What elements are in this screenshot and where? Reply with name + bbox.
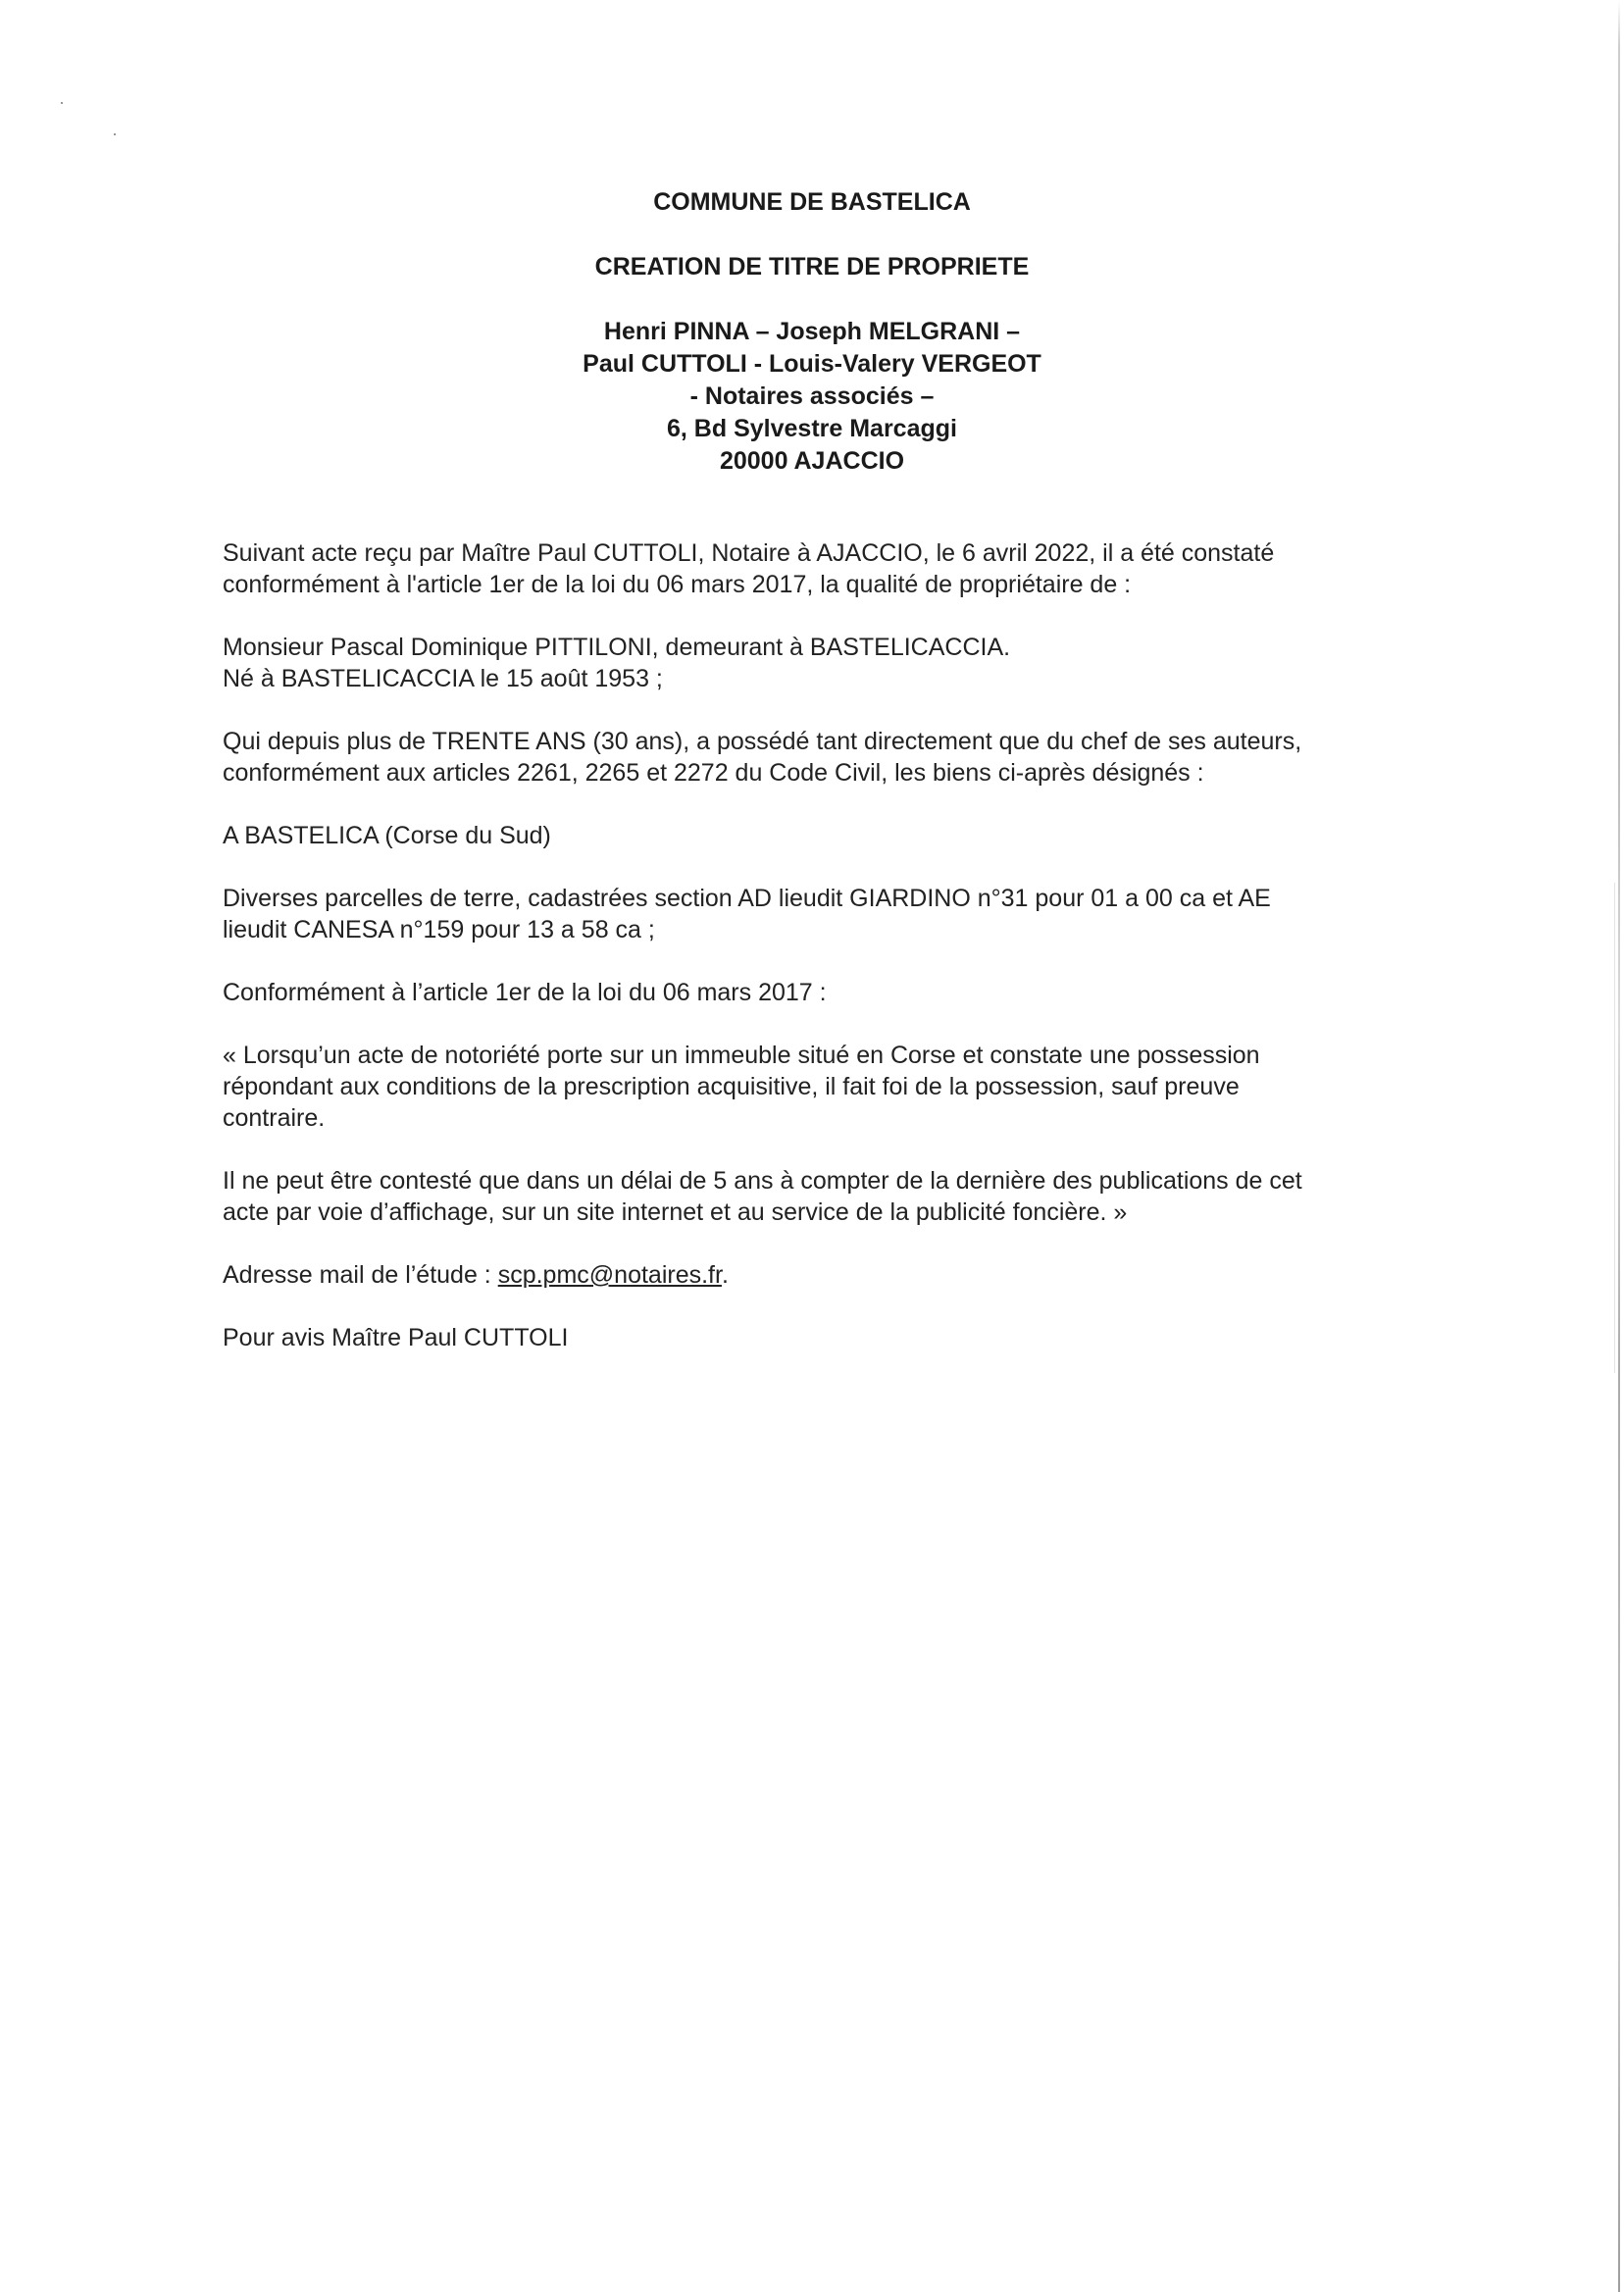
document-title: CREATION DE TITRE DE PROPRIETE <box>594 253 1030 280</box>
paragraph-owner <box>223 632 1458 694</box>
paragraph-line: acte par voie d’affichage, sur un site internet et au service de la publicité foncière. » <box>223 1198 1128 1226</box>
address-line: 6, Bd Sylvestre Marcaggi <box>667 415 957 442</box>
paragraph-contest <box>223 1165 1458 1228</box>
notaries-line: Paul CUTTOLI - Louis-Valery VERGEOT <box>583 350 1041 378</box>
paragraph-line: conformément aux articles 2261, 2265 et 2272 du Code Civil, les biens ci-après désignés : <box>223 759 1204 787</box>
address-line: 20000 AJACCIO <box>719 447 905 475</box>
signature-line <box>223 1322 1458 1353</box>
paragraph-line: Qui depuis plus de TRENTE ANS (30 ans), a possédé tant directement que du chef de ses auteurs, <box>223 728 1302 755</box>
paragraph-line: conformément à l'article 1er de la loi du 06 mars 2017, la qualité de propriétaire de : <box>223 571 1132 598</box>
paragraph-line: A BASTELICA (Corse du Sud) <box>223 822 551 849</box>
paragraph-line: Diverses parcelles de terre, cadastrées section AD lieudit GIARDINO n°31 pour 01 a 00 ca et AE <box>223 885 1271 912</box>
paragraph-line: Il ne peut être contesté que dans un délai de 5 ans à compter de la dernière des publications de cet <box>223 1167 1302 1195</box>
commune-heading: COMMUNE DE BASTELICA <box>653 188 971 216</box>
paragraph-line: Né à BASTELICACCIA le 15 août 1953 ; <box>223 665 663 692</box>
paragraph-email <box>223 1259 1458 1291</box>
signature-text: Pour avis Maître Paul CUTTOLI <box>223 1324 569 1351</box>
scan-edge <box>1614 883 1615 1373</box>
paragraph-line: Conformément à l’article 1er de la loi du 06 mars 2017 : <box>223 979 827 1006</box>
paragraph-possession <box>223 726 1458 789</box>
paragraph-line: répondant aux conditions de la prescription acquisitive, il fait foi de la possession, sauf preuve <box>223 1073 1240 1100</box>
paragraph-line: lieudit CANESA n°159 pour 13 a 58 ca ; <box>223 916 655 943</box>
email-link[interactable]: scp.pmc@notaires.fr <box>497 1261 722 1289</box>
paragraph-line: Monsieur Pascal Dominique PITTILONI, demeurant à BASTELICACCIA. <box>223 634 1011 661</box>
scan-speck <box>114 133 116 135</box>
paragraph-act <box>223 537 1458 600</box>
paragraph-parcels <box>223 883 1458 945</box>
paragraph-law-reference <box>223 977 1458 1008</box>
notaries-line: - Notaires associés – <box>689 382 935 410</box>
paragraph-line: Suivant acte reçu par Maître Paul CUTTOLI, Notaire à AJACCIO, le 6 avril 2022, il a été constaté <box>223 539 1275 567</box>
notaries-block <box>0 316 1624 478</box>
scan-speck <box>61 102 63 104</box>
paragraph-line: « Lorsqu’un acte de notoriété porte sur un immeuble situé en Corse et constate une possession <box>223 1042 1260 1069</box>
email-line <box>223 1259 1458 1291</box>
paragraph-line: contraire. <box>223 1104 326 1132</box>
paragraph-quote <box>223 1040 1458 1134</box>
notaries-line: Henri PINNA – Joseph MELGRANI – <box>603 318 1021 345</box>
email-label: Adresse mail de l’étude : <box>223 1261 498 1289</box>
email-suffix: . <box>721 1261 729 1289</box>
paragraph-location <box>223 820 1458 851</box>
